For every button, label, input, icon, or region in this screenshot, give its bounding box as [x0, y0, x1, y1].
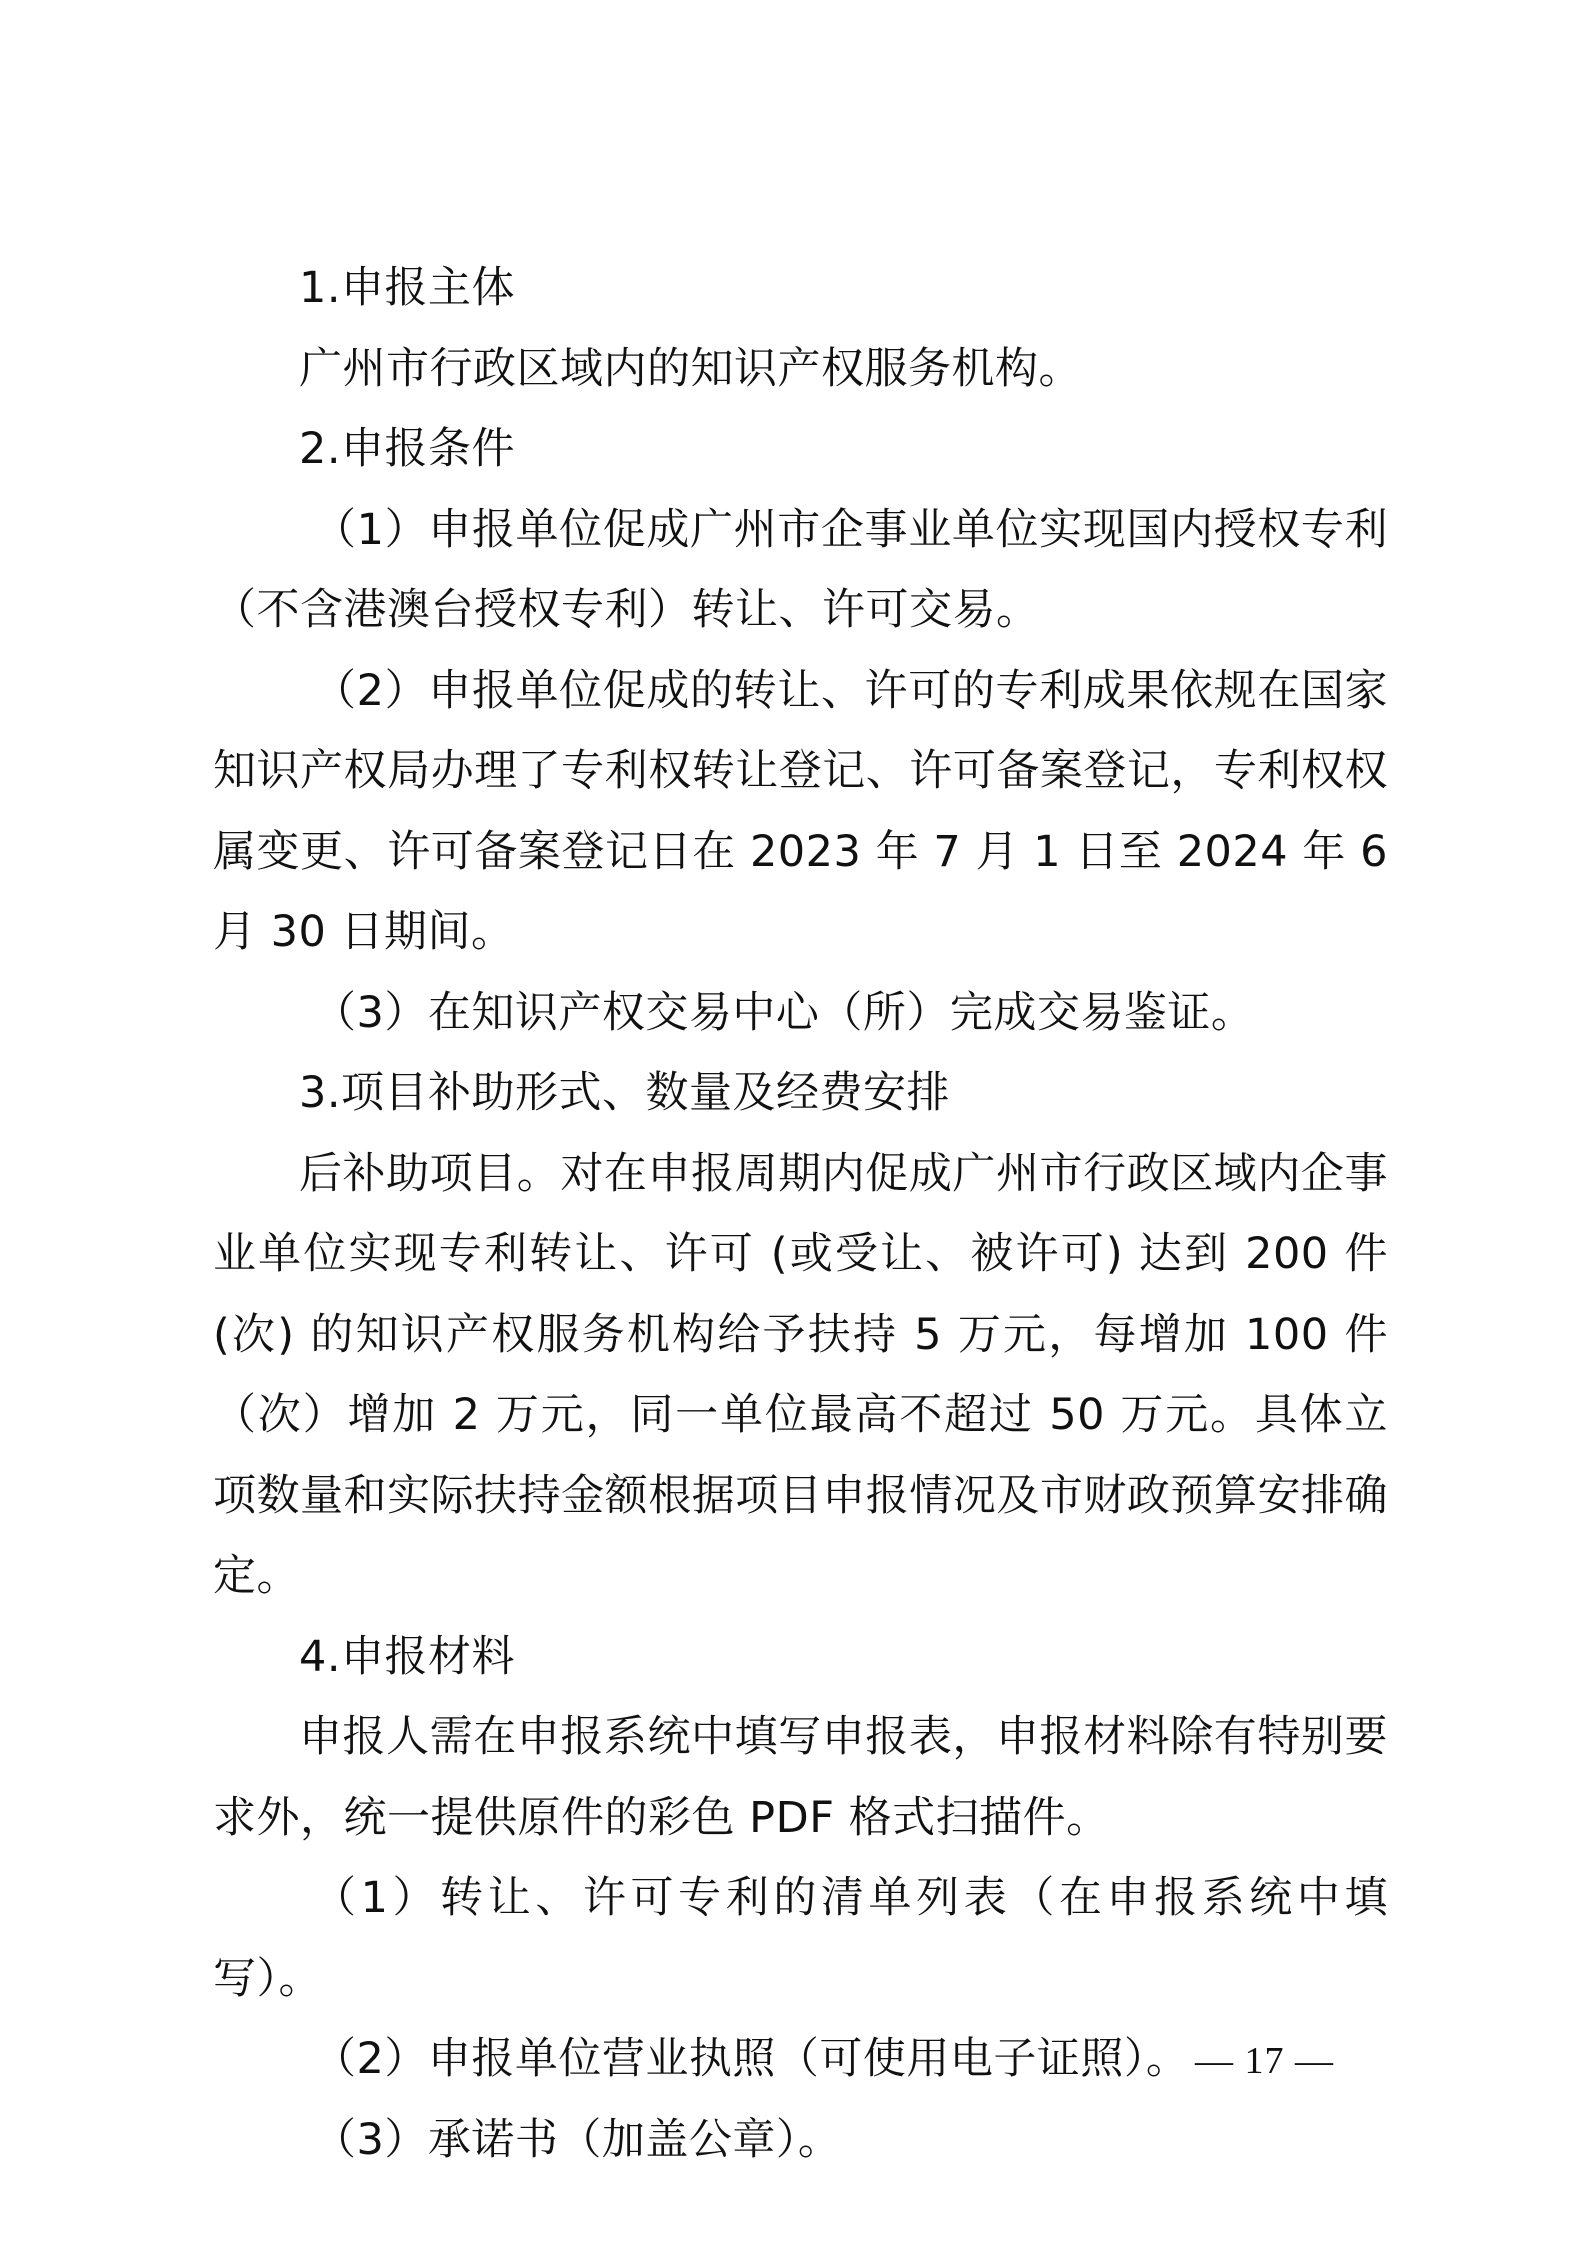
material-item-3: （3）承诺书（加盖公章）。: [313, 2114, 842, 2165]
heading-applicant: 1.申报主体: [299, 263, 516, 313]
heading-subsidy: 3.项目补助形式、数量及经费安排: [299, 1068, 951, 1118]
condition-item-2: （2）申报单位促成的转让、许可的专利成果依规在国家知识产权局办理了专利权转让登记、许可备案登记，专利权权属变更、许可备案登记日在 2023 年 7 月 1 日至 2024 年 6 月 30 日期间。: [213, 665, 1388, 957]
condition-item-3: （3）在知识产权交易中心（所）完成交易鉴证。: [313, 987, 1255, 1038]
document-body: [213, 248, 1388, 2180]
heading-materials: 4.申报材料: [299, 1631, 516, 1682]
page-number: — 17 —: [1195, 2040, 1334, 2082]
heading-conditions: 2.申报条件: [299, 424, 516, 474]
paragraph-subsidy-details: 后补助项目。对在申报周期内促成广州市行政区域内企事业单位实现专利转让、许可 (或受让、被许可) 达到 200 件 (次) 的知识产权服务机构给予扶持 5 万元，每增加 100 件（次）增加 2 万元，同一单位最高不超过 50 万元。具体立项数量和实际扶持金额根据项目申报情况及市财政预算安排确定。: [213, 1148, 1388, 1601]
paragraph-materials-requirement: 申报人需在申报系统中填写申报表，申报材料除有特别要求外，统一提供原件的彩色 PDF 格式扫描件。: [213, 1712, 1388, 1843]
paragraph-applicant-scope: 广州市行政区域内的知识产权服务机构。: [299, 343, 1082, 394]
material-item-1: （1）转让、许可专利的清单列表（在申报系统中填写）。: [213, 1873, 1388, 2004]
material-item-2: （2）申报单位营业执照（可使用电子证照）。: [313, 2034, 1190, 2084]
condition-item-1: （1）申报单位促成广州市企事业单位实现国内授权专利（不含港澳台授权专利）转让、许可交易。: [213, 504, 1388, 635]
